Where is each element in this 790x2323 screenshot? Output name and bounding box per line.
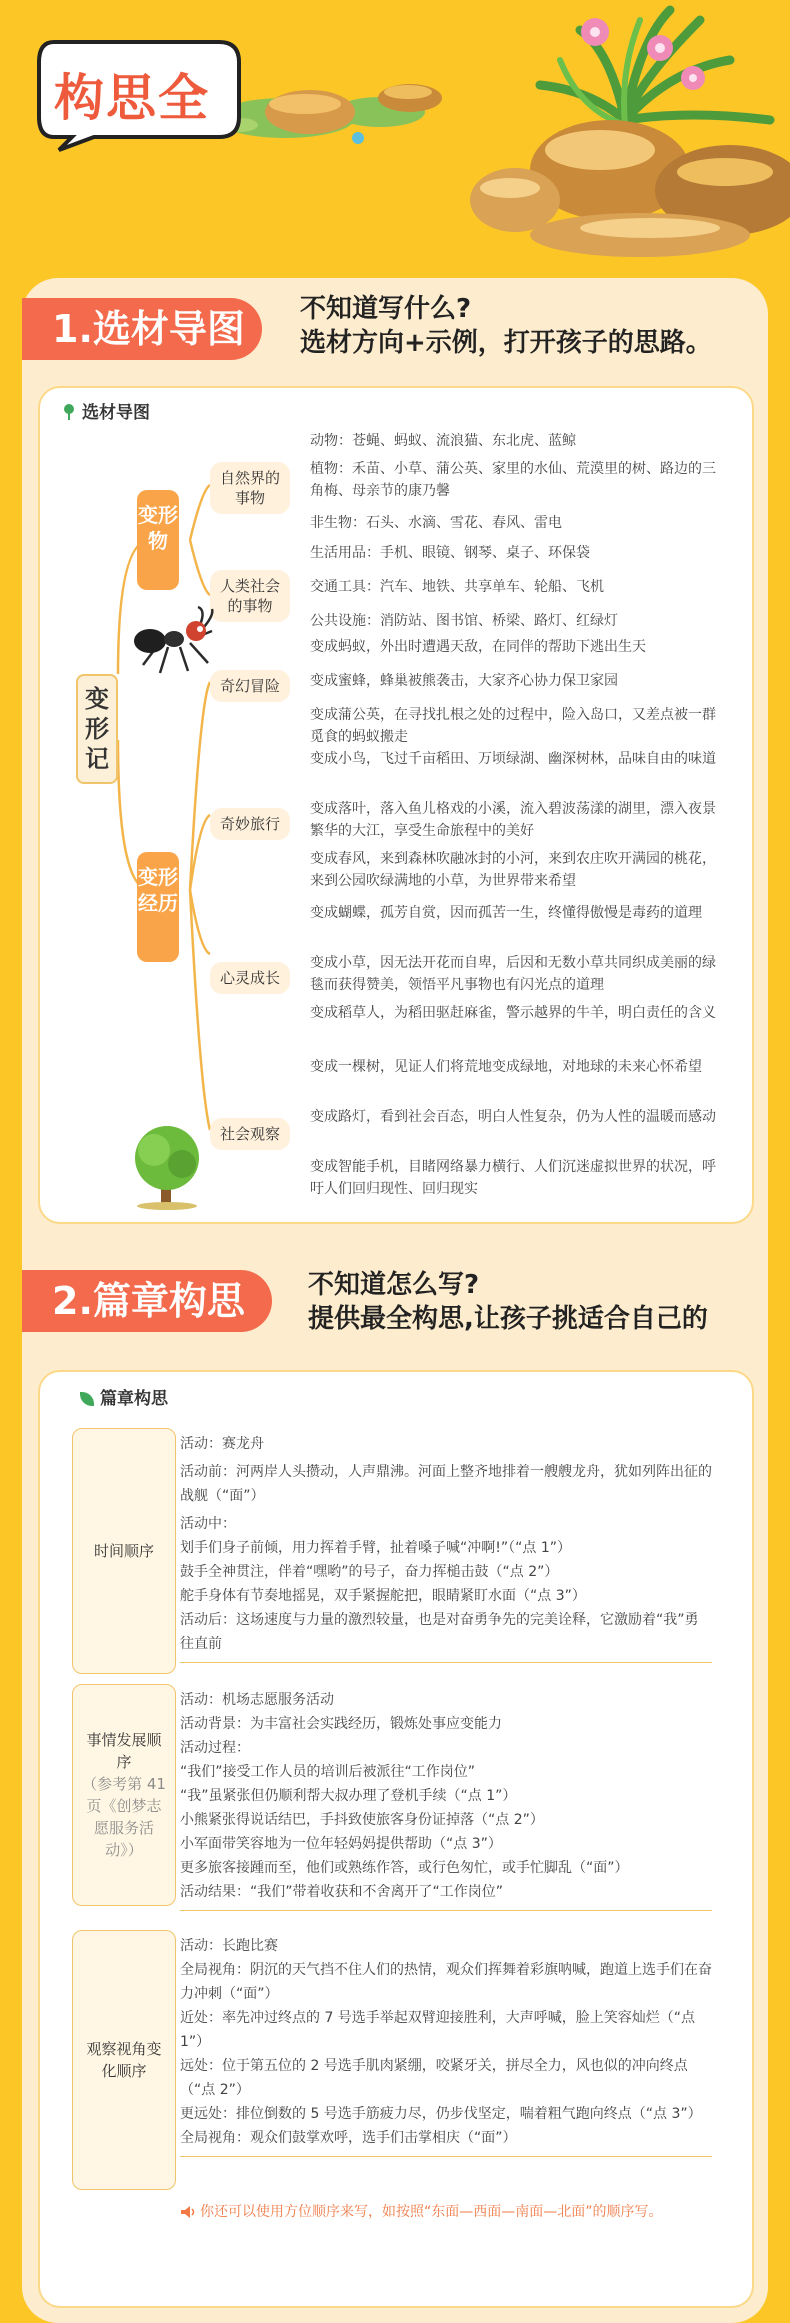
content-line: 更多旅客接踵而至，他们或熟练作答，或行色匆忙，或手忙脚乱（“面”） [180,1860,629,1876]
leaf-item: 变成小鸟，飞过千亩稻田、万顷绿湖、幽深树林，品味自由的味道 [310,751,716,767]
leaf-item: 变成路灯，看到社会百态，明白人性复杂，仍为人性的温暖而感动 [310,1109,716,1125]
content-line: 舵手身体有节奏地摇晃，双手紧握舵把，眼睛紧盯水面（“点 3”） [180,1588,586,1604]
content-line: 远处：位于第五位的 2 号选手肌肉紧绷，咬紧牙关，拼尽全力，风也似的冲向终点（“点 2”） [180,2058,688,2098]
leaf-group-society [310,542,716,632]
mindmap-panel-title [62,398,150,423]
leaf-group-observe [310,1056,716,1200]
row-label-time-order [72,1428,176,1674]
section2-subtitle-line2: 提供最全构思,让孩子挑适合自己的 [308,1304,708,1334]
leaf-item: 交通工具：汽车、地铁、共享单车、轮船、飞机 [310,579,604,595]
content-line: 更远处：排位倒数的 5 号选手筋疲力尽，仍步伐坚定，喘着粗气跑向终点（“点 3”） [180,2106,702,2122]
content-line: “我们”接受工作人员的培训后被派往“工作岗位” [180,1764,476,1780]
content-line: 近处：率先冲过终点的 7 号选手举起双臂迎接胜利，大声呼喊，脸上笑容灿烂（“点 1”） [180,2010,696,2050]
leaf-group-growth [310,902,716,1046]
content-line: 活动过程： [180,1740,250,1756]
tip-text: 你还可以使用方位顺序来写，如按照“东面—西面—南面—北面”的顺序写。 [200,2204,663,2220]
content-line: 活动：机场志愿服务活动 [180,1692,334,1708]
content-line: 全局视角：阴沉的天气挡不住人们的热情，观众们挥舞着彩旗呐喊，跑道上选手们在奋力冲刺（“面”） [180,1962,712,2002]
leaf-group-nature [310,430,716,534]
leaf-item: 变成智能手机，目睹网络暴力横行、人们沉迷虚拟世界的状况，呼吁人们回归现性、回归现实 [310,1159,716,1197]
sub-society-observe: 社会观察 [210,1118,290,1150]
content-line: 活动：长跑比赛 [180,1938,278,1954]
content-line: 小军面带笑容地为一位年轻妈妈提供帮助（“点 3”） [180,1836,502,1852]
content-line: 活动结果：“我们”带着收获和不舍离开了“工作岗位” [180,1884,504,1900]
section2-subtitle [308,1268,708,1336]
content-line: 活动背景：为丰富社会实践经历，锻炼处事应变能力 [180,1716,502,1732]
sub-fantasy-adventure: 奇幻冒险 [210,670,290,702]
section1-subtitle [300,292,712,360]
branch-transform-object: 变形物 [137,490,179,590]
section1-label: 1.选材导图 [22,298,262,360]
leaf-item: 变成春风，来到森林吹融冰封的小河，来到农庄吹开满园的桃花，来到公园吹绿满地的小草，为世界带来希望 [310,851,716,889]
sub-society-things: 人类社会的事物 [210,570,290,622]
tree-illustration [124,1120,210,1210]
content-line: 活动后：这场速度与力量的激烈较量，也是对奋勇争先的完美诠释，它激励着“我”勇往直前 [180,1612,699,1652]
content-line: “我”虽紧张但仍顺利帮大叔办理了登机手续（“点 1”） [180,1788,517,1804]
section2-subtitle-line1: 不知道怎么写? [308,1270,480,1300]
leaf-icon [80,1392,94,1406]
mindmap-root-label: 变形记 [85,685,109,773]
branch-transform-experience: 变形经历 [137,852,179,962]
content-line: 鼓手全神贯注，伴着“嘿哟”的号子，奋力挥槌击鼓（“点 2”） [180,1564,559,1580]
structure-panel-title-text: 篇章构思 [100,1389,168,1409]
leaf-item: 变成落叶，落入鱼儿格戏的小溪，流入碧波荡漾的湖里，漂入夜景繁华的大江，享受生命旅程中的美好 [310,801,716,839]
tree-icon [62,404,76,420]
leaf-item: 公共设施：消防站、图书馆、桥梁、路灯、红绿灯 [310,613,618,629]
leaf-item: 植物：禾苗、小草、蒲公英、家里的水仙、荒漠里的树、路边的三角梅、母亲节的康乃馨 [310,461,716,499]
content-line: 全局视角：观众们鼓掌欢呼，选手们击掌相庆（“面”） [180,2130,517,2146]
mindmap-root [76,674,118,784]
leaf-item: 生活用品：手机、眼镜、钢琴、桌子、环保袋 [310,545,590,561]
content-line: 活动中： [180,1516,236,1532]
leaf-item: 变成蝴蝶，孤芳自赏，因而孤苦一生，终懂得傲慢是毒药的道理 [310,905,702,921]
leaf-item: 动物：苍蝇、蚂蚁、流浪猫、东北虎、蓝鲸 [310,433,576,449]
content-line: 划手们身子前倾，用力挥着手臂，扯着嗓子喊“冲啊!”（“点 1”） [180,1540,571,1556]
mindmap-panel-title-text: 选材导图 [82,403,150,423]
row-label-text: 观察视角变化顺序 [86,2040,162,2080]
row-label-text: 时间顺序 [93,1542,154,1560]
header-decoration [170,0,790,270]
content-line: 小熊紧张得说话结巴，手抖致使旅客身份证掉落（“点 2”） [180,1812,544,1828]
leaf-item: 变成一棵树，见证人们将荒地变成绿地，对地球的未来心怀希望 [310,1059,702,1075]
structure-panel-title [80,1384,168,1409]
speaker-icon [180,2205,196,2219]
row-content-view-order [180,1934,712,2157]
leaf-group-adventure [310,636,716,748]
leaf-item: 非生物：石头、水滴、雪花、春风、雷电 [310,515,562,531]
section1-subtitle-line1: 不知道写什么? [300,294,472,324]
sub-soul-growth: 心灵成长 [210,962,290,994]
leaf-item: 变成蒲公英，在寻找扎根之处的过程中，险入岛口，又差点被一群觅食的蚂蚁搬走 [310,707,716,745]
tip-note [180,2200,712,2224]
leaf-item: 变成蜜蜂，蜂巢被熊袭击，大家齐心协力保卫家园 [310,673,618,689]
leaf-item: 变成稻草人，为稻田驱赶麻雀，警示越界的牛羊，明白责任的含义 [310,1005,716,1021]
section1-subtitle-line2: 选材方向+示例，打开孩子的思路。 [300,328,712,358]
leaf-item: 变成蚂蚁，外出时遭遇天敌，在同伴的帮助下逃出生天 [310,639,646,655]
content-line: 活动：赛龙舟 [180,1436,264,1452]
page-title: 构思全 [54,69,210,127]
leaf-item: 变成小草，因无法开花而自卑，后因和无数小草共同织成美丽的绿毯而获得赞美，领悟平凡事物也有闪光点的道理 [310,955,716,993]
row-label-event-order [72,1684,176,1906]
row-label-reference: （参考第 41 页《创梦志愿服务活动》） [82,1775,166,1859]
row-content-event-order [180,1688,712,1911]
row-label-text: 事情发展顺序 [86,1731,162,1771]
ant-illustration [128,605,218,680]
section2-label: 2.篇章构思 [22,1270,272,1332]
row-content-time-order [180,1432,712,1663]
sub-nature-things: 自然界的事物 [210,462,290,514]
row-label-view-order [72,1930,176,2190]
content-line: 活动前：河两岸人头攒动，人声鼎沸。河面上整齐地排着一艘艘龙舟，犹如列阵出征的战舰（“面”） [180,1464,712,1504]
sub-wonder-trip: 奇妙旅行 [210,808,290,840]
leaf-group-trip [310,748,716,892]
